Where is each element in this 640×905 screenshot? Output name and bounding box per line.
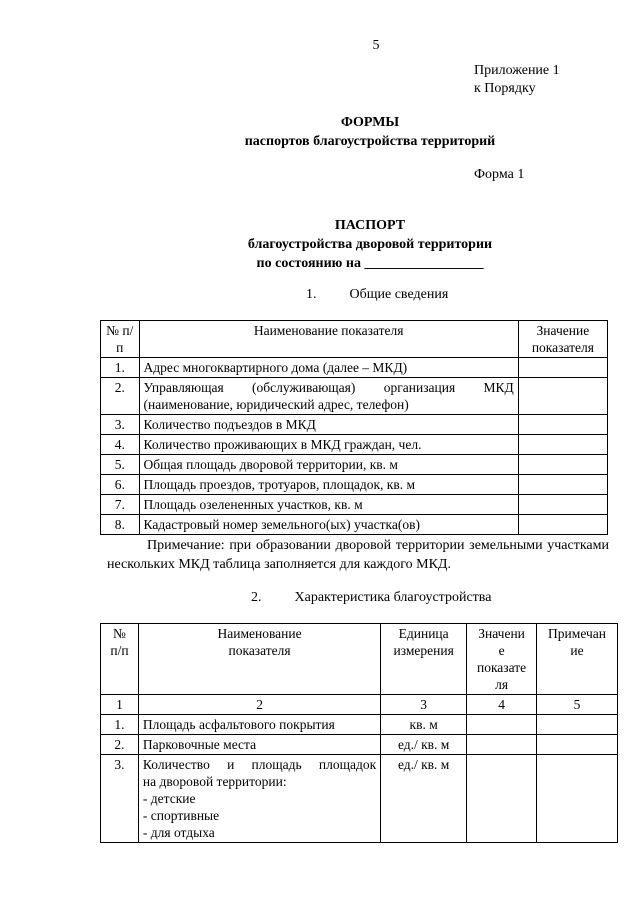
table-row <box>101 455 608 475</box>
passport-title-line-1: ПАСПОРТ <box>334 218 406 233</box>
header-num-line-2: п/п <box>110 643 129 658</box>
table-row <box>101 495 608 515</box>
row-value-cell[interactable] <box>518 515 607 535</box>
row-num: 6. <box>101 475 140 495</box>
row-name: Площадь проездов, тротуаров, площадок, кв. м <box>139 475 518 495</box>
header-unit-line-1: Единица <box>398 626 449 641</box>
table-row <box>101 515 608 535</box>
row-name: Площадь асфальтового покрытия <box>138 715 380 735</box>
forms-title-line-2: паспортов благоустройства территорий <box>244 134 496 149</box>
row-name: Парковочные места <box>138 735 380 755</box>
appendix-reference <box>474 62 560 98</box>
column-number: 1 <box>101 695 139 715</box>
row-note-cell[interactable] <box>537 755 618 843</box>
header-value <box>467 624 537 695</box>
page-number: 5 <box>372 38 380 53</box>
row-num: 8. <box>101 515 140 535</box>
row-name-line-1: Управляющая (обслуживающая) организация МКД <box>143 380 514 395</box>
row-value-cell[interactable] <box>518 358 607 378</box>
section-1-number: 1. <box>306 287 317 302</box>
row-name-line-2: (наименование, юридический адрес, телефон) <box>143 397 409 412</box>
row-name: Кадастровый номер земельного(ых) участка(ов) <box>139 515 518 535</box>
row-num: 2. <box>101 735 139 755</box>
header-value-line-1: Значени <box>478 626 525 641</box>
section-2-title: Характеристика благоустройства <box>294 590 492 605</box>
row-name: Общая площадь дворовой территории, кв. м <box>139 455 518 475</box>
section-1-heading <box>306 287 448 303</box>
table-row <box>101 475 608 495</box>
header-value: Значение показателя <box>518 321 607 358</box>
table-note: Примечание: при образовании дворовой территории земельными участками нескольких МКД таблица заполняется для каждого МКД. <box>107 538 609 572</box>
column-number: 5 <box>537 695 618 715</box>
row-num: 3. <box>101 415 140 435</box>
table-row <box>101 715 618 735</box>
row-value-cell[interactable] <box>518 475 607 495</box>
header-note <box>537 624 618 695</box>
row-num: 1. <box>101 358 140 378</box>
header-name <box>138 624 380 695</box>
row-name <box>138 755 380 843</box>
table-header-row <box>101 321 608 358</box>
header-note-line-2: ие <box>570 643 584 658</box>
row-value-cell[interactable] <box>518 415 607 435</box>
row-name-line-3: - детские <box>142 791 196 806</box>
row-value-cell[interactable] <box>467 715 537 735</box>
row-unit: ед./ кв. м <box>381 735 467 755</box>
row-name: Адрес многоквартирного дома (далее – МКД) <box>139 358 518 378</box>
row-name: Количество проживающих в МКД граждан, чел. <box>139 435 518 455</box>
form-label: Форма 1 <box>474 167 525 182</box>
row-note-cell[interactable] <box>537 715 618 735</box>
row-name-line-1: Количество и площадь площадок <box>142 757 377 772</box>
header-unit-line-2: измерения <box>393 643 454 658</box>
forms-title-line-1: ФОРМЫ <box>340 115 400 130</box>
row-note-cell[interactable] <box>537 735 618 755</box>
section-2-number: 2. <box>251 590 262 605</box>
row-unit: ед./ кв. м <box>381 755 467 843</box>
header-value-line-4: ля <box>495 677 509 692</box>
header-name: Наименование показателя <box>139 321 518 358</box>
row-value-cell[interactable] <box>467 755 537 843</box>
row-name-line-4: - спортивные <box>142 808 220 823</box>
row-num: 1. <box>101 715 139 735</box>
row-value-cell[interactable] <box>518 435 607 455</box>
row-name <box>139 378 518 415</box>
table-row <box>101 435 608 455</box>
section-1-title: Общие сведения <box>349 287 449 302</box>
row-name-line-2: на дворовой территории: <box>142 774 287 789</box>
header-value-line-3: показате <box>476 660 527 675</box>
row-value-cell[interactable] <box>518 455 607 475</box>
header-unit <box>381 624 467 695</box>
header-name-line-1: Наименование <box>217 626 302 641</box>
table-row <box>101 378 608 415</box>
row-value-cell[interactable] <box>518 495 607 515</box>
row-num: 2. <box>101 378 140 415</box>
row-unit: кв. м <box>381 715 467 735</box>
passport-title-line-3: по состоянию на _________________ <box>256 256 484 271</box>
row-num: 5. <box>101 455 140 475</box>
column-number: 2 <box>138 695 380 715</box>
table-row <box>101 358 608 378</box>
row-name: Количество подъездов в МКД <box>139 415 518 435</box>
column-number-row <box>101 695 618 715</box>
appendix-line-2: к Порядку <box>474 81 536 96</box>
passport-title <box>0 216 640 273</box>
table-row <box>101 755 618 843</box>
row-num: 4. <box>101 435 140 455</box>
header-num-line-1: № <box>113 626 126 641</box>
row-name: Площадь озелененных участков, кв. м <box>139 495 518 515</box>
column-number: 3 <box>381 695 467 715</box>
section-2-heading <box>251 590 491 606</box>
table-header-row <box>101 624 618 695</box>
table-row <box>101 735 618 755</box>
row-value-cell[interactable] <box>467 735 537 755</box>
table-row <box>101 415 608 435</box>
improvement-characteristics-table <box>100 623 618 843</box>
header-num <box>101 624 139 695</box>
header-name-line-2: показателя <box>228 643 291 658</box>
header-note-line-1: Примечан <box>548 626 606 641</box>
general-info-table <box>100 320 608 535</box>
column-number: 4 <box>467 695 537 715</box>
appendix-line-1: Приложение 1 <box>474 63 560 78</box>
header-num: № п/п <box>101 321 140 358</box>
row-num: 7. <box>101 495 140 515</box>
row-name-line-5: - для отдыха <box>142 825 215 840</box>
header-value-line-2: е <box>498 643 505 658</box>
row-value-cell[interactable] <box>518 378 607 415</box>
passport-title-line-2: благоустройства дворовой территории <box>247 237 493 252</box>
forms-title <box>0 113 640 151</box>
row-num: 3. <box>101 755 139 843</box>
